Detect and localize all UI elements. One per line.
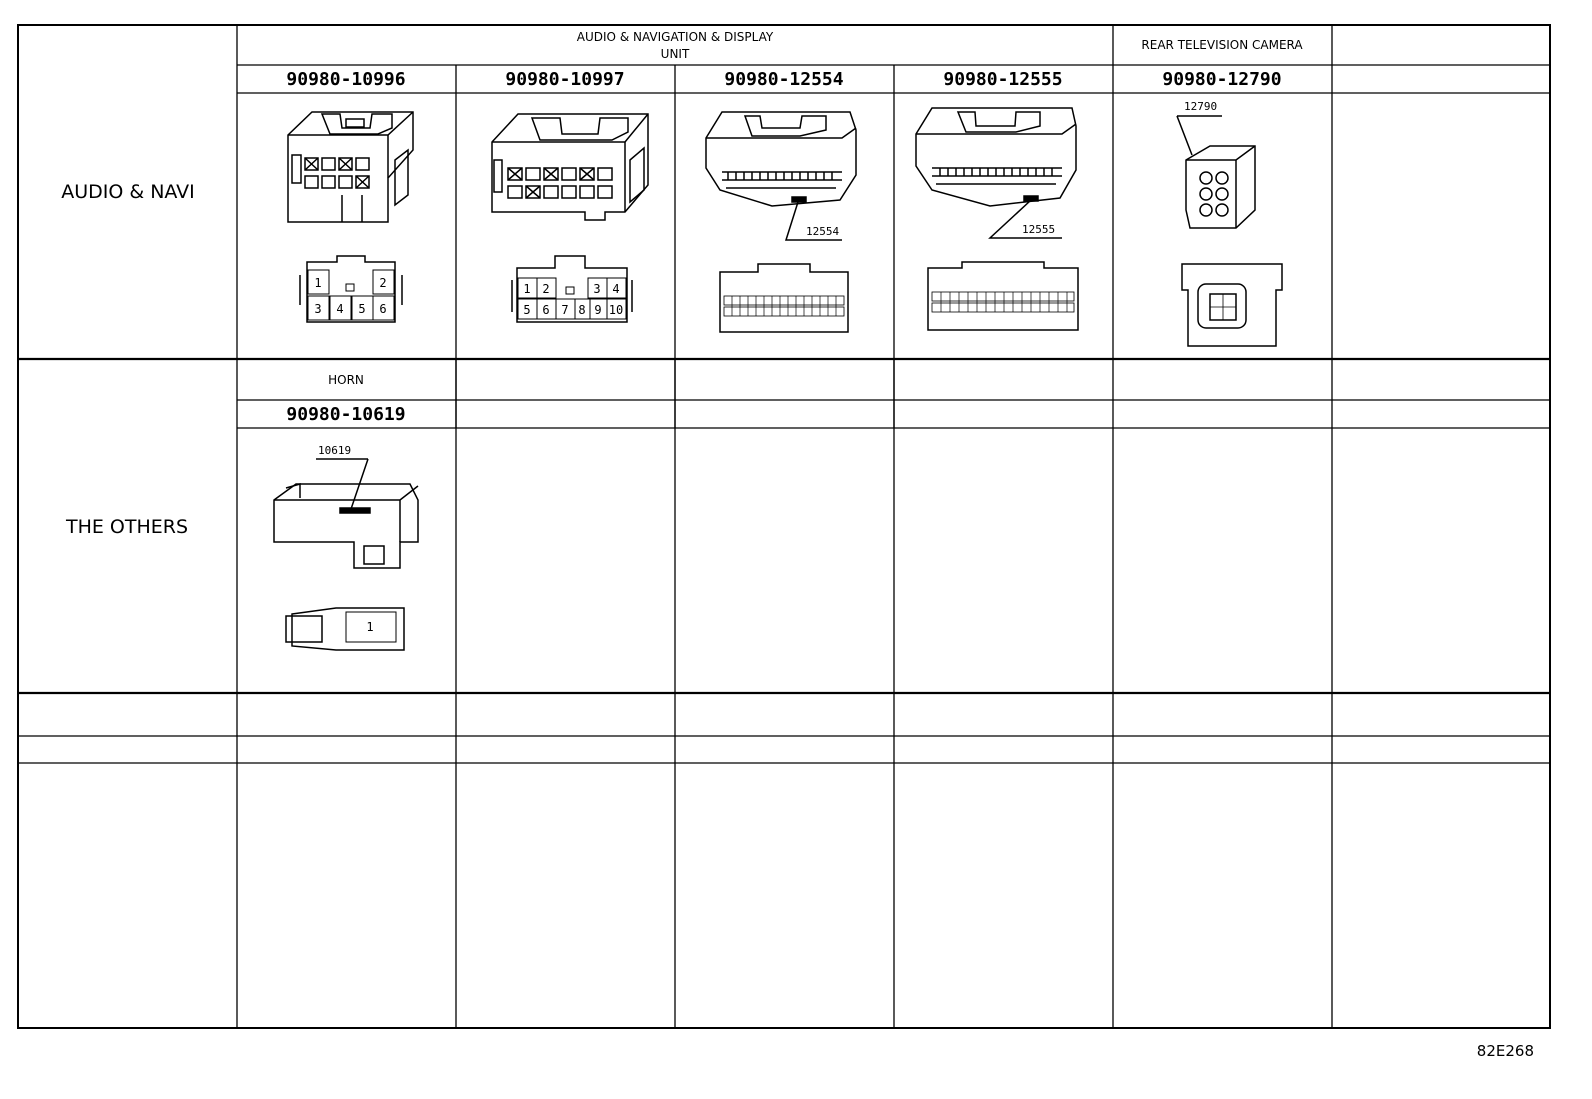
row-lines (18, 65, 1550, 763)
pin-10997-6: 6 (542, 303, 550, 317)
connector-12554-iso-drawing (706, 112, 856, 240)
part-number-10619: 90980-10619 (286, 404, 406, 425)
part-number-12555: 90980-12555 (943, 69, 1063, 90)
pin-10997-2: 2 (542, 282, 550, 296)
connector-12790-iso-drawing (1177, 116, 1255, 228)
pin-10996-5: 5 (358, 302, 366, 316)
pin-10997-7: 7 (561, 303, 569, 317)
row-label-the-others: THE OTHERS (65, 516, 189, 538)
group-header-horn: HORN (328, 373, 364, 387)
part-number-10997: 90980-10997 (505, 69, 625, 90)
figure-code: 82E268 (1476, 1042, 1534, 1060)
pin-10619-1: 1 (366, 620, 374, 634)
pin-10997-3: 3 (593, 282, 601, 296)
connector-12555-face-view (928, 262, 1078, 330)
pin-10996-6: 6 (379, 302, 387, 316)
pin-10997-5: 5 (523, 303, 531, 317)
connector-10619-face-view (286, 608, 404, 650)
part-number-10996: 90980-10996 (286, 69, 406, 90)
connector-10997-face-view (512, 256, 632, 322)
connector-10619-iso-drawing (274, 459, 418, 568)
pin-10997-9: 9 (594, 303, 602, 317)
pin-10996-4: 4 (336, 302, 344, 316)
part-number-12554: 90980-12554 (724, 69, 844, 90)
connector-12555-iso-drawing (916, 108, 1076, 238)
part-number-12790: 90980-12790 (1162, 69, 1282, 90)
callout-12554: 12554 (806, 225, 840, 238)
connector-12554-face-view (720, 264, 848, 332)
callout-12555: 12555 (1022, 223, 1056, 236)
connector-10997-iso-drawing (492, 114, 648, 220)
pin-10997-1: 1 (523, 282, 531, 296)
connector-10996-iso-drawing (288, 112, 413, 222)
pin-10997-10: 10 (608, 303, 624, 317)
pin-10997-4: 4 (612, 282, 620, 296)
callout-12790: 12790 (1184, 100, 1218, 113)
pin-10997-8: 8 (578, 303, 586, 317)
connector-12790-face-view (1182, 264, 1282, 346)
callout-10619: 10619 (318, 444, 352, 457)
pin-10996-1: 1 (314, 276, 322, 290)
group-header-audio-nav-display: AUDIO & NAVIGATION & DISPLAY (576, 30, 774, 44)
group-header-rear-tv-camera: REAR TELEVISION CAMERA (1141, 38, 1303, 52)
pin-10996-2: 2 (379, 276, 387, 290)
group-header-unit: UNIT (660, 47, 690, 61)
pin-10996-3: 3 (314, 302, 322, 316)
connector-10996-face-view (300, 256, 402, 322)
row-label-audio-navi: AUDIO & NAVI (61, 181, 195, 203)
